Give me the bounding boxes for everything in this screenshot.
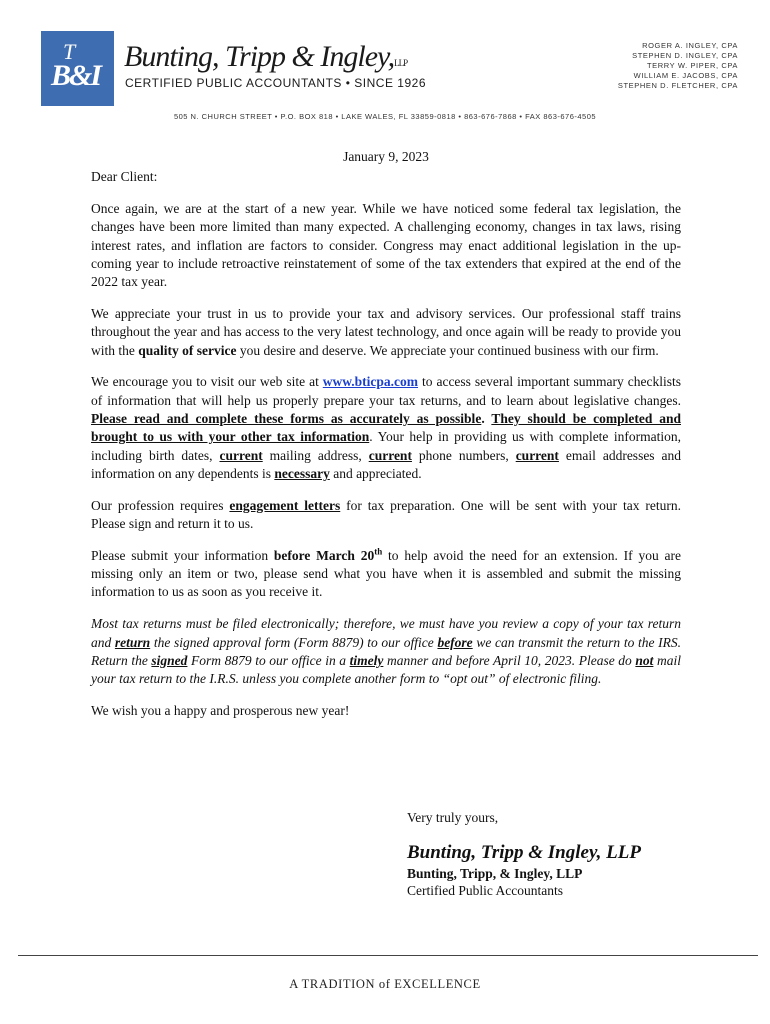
firm-name-text: Bunting, Tripp & Ingley, [124,40,395,73]
text: email addresses and information on any dependents is [91,447,682,481]
firm-logo [41,31,114,106]
emphasis-text: They should be completed and brought to us with your other tax information [91,411,681,445]
text: Our profession requires [91,497,230,513]
text: you desire and deserve. We appreciate your continued business with our firm. [236,342,659,358]
text: phone numbers, [411,447,516,463]
paragraph-7: We wish you a happy and prosperous new year! [91,702,350,718]
emphasis-text: current [368,447,412,463]
emphasis-text: current [219,447,263,463]
text: Please submit your information [91,547,274,563]
signer-title: Certified Public Accountants [407,883,563,898]
letter-date: January 9, 2023 [343,149,429,164]
emphasis-text: before March 20 [273,547,375,563]
emphasis-text: return [114,634,151,650]
partners-list [618,41,738,91]
emphasis-text: necessary [274,465,330,481]
text: the signed approval form (Form 8879) to our office [150,634,438,650]
text: manner and before April 10, 2023. Please do [383,652,636,668]
partner-name: TERRY W. PIPER, CPA [646,61,738,70]
signer-firm: Bunting, Tripp, & Ingley, LLP [407,866,583,881]
emphasis-text: timely [349,652,384,668]
text: mailing address, [262,447,369,463]
paragraph-1: Once again, we are at the start of a new year. While we have noticed some federal tax legislation, the changes have been more limited than many expected. A challenging economy, changes in tax laws, rising interest rates, and inflation are factors to consider. Congress may enact additional legislation in the up-coming year to include retroactive reinstatement of some of the tax extenders that expired at the end of the 2022 tax year. [91,201,681,290]
firm-name-suffix: LLP [394,58,408,68]
superscript: th [374,546,383,557]
paragraph-5 [91,547,681,602]
partner-name: STEPHEN D. INGLEY, CPA [632,51,738,60]
emphasis-text: engagement letters [229,497,341,513]
signature: Bunting, Tripp & Ingley, LLP [407,842,642,863]
firm-address: 505 N. CHURCH STREET • P.O. BOX 818 • LAKE WALES, FL 33859-0818 • 863-676-7868 • FAX 863-676-4505 [173,112,597,121]
text: Form 8879 to our office in a [187,652,350,668]
website-link[interactable]: www.bticpa.com [322,374,419,390]
paragraph-4 [91,497,681,534]
text: We appreciate your trust in us to provide your tax and advisory services. Our professional staff trains throughout the year and has access to the very latest technology, and once again will be ready to provide you with the [91,306,681,358]
firm-name [124,40,407,74]
text: we can transmit the return to the IRS. Return the [91,634,681,668]
text: for tax preparation. One will be sent with your tax return. Please sign and return it to us. [91,497,682,532]
text: Most tax returns must be filed electronically; therefore, we must have you review a copy of your tax return and [91,616,681,650]
text: . Your help in providing us with complete information, including birth dates, [91,429,681,463]
footer-tagline: A TRADITION of EXCELLENCE [289,977,481,991]
emphasis-text: quality of service [138,342,237,358]
emphasis-text: before [437,634,473,650]
emphasis-text: Please read and complete these forms as accurately as possible [91,411,482,427]
logo-letters-bi: B&I [51,59,101,92]
partner-name: STEPHEN D. FLETCHER, CPA [617,81,738,90]
paragraph-6 [91,615,681,688]
emphasis-text: signed [151,652,188,668]
footer-divider [18,955,758,956]
emphasis-text: not [635,652,654,668]
text: We encourage you to visit our web site at [91,374,323,390]
text: to access several important summary checklists of information that will help us properly prepare your tax returns, and to learn about legislative changes. [91,374,681,408]
closing: Very truly yours, [407,810,499,825]
text: mail your tax return to the I.R.S. unless you complete another form to “opt out” of electronic filing. [91,652,681,687]
salutation: Dear Client: [91,169,158,185]
firm-subtitle: CERTIFIED PUBLIC ACCOUNTANTS • SINCE 1926 [125,76,426,90]
paragraph-2 [91,305,681,360]
emphasis-text: current [515,447,559,463]
logo-letter-t: T [63,39,76,64]
paragraph-3 [91,373,681,483]
partner-name: ROGER A. INGLEY, CPA [642,41,738,50]
text: . [481,411,492,427]
letter-body [91,148,681,734]
text: to help avoid the need for an extension. If you are missing only an item or two, please send what you have when it is assembled and submit the missing information to us as soon as you receive it. [91,547,681,600]
partner-name: WILLIAM E. JACOBS, CPA [633,71,738,80]
text: and appreciated. [329,465,422,481]
